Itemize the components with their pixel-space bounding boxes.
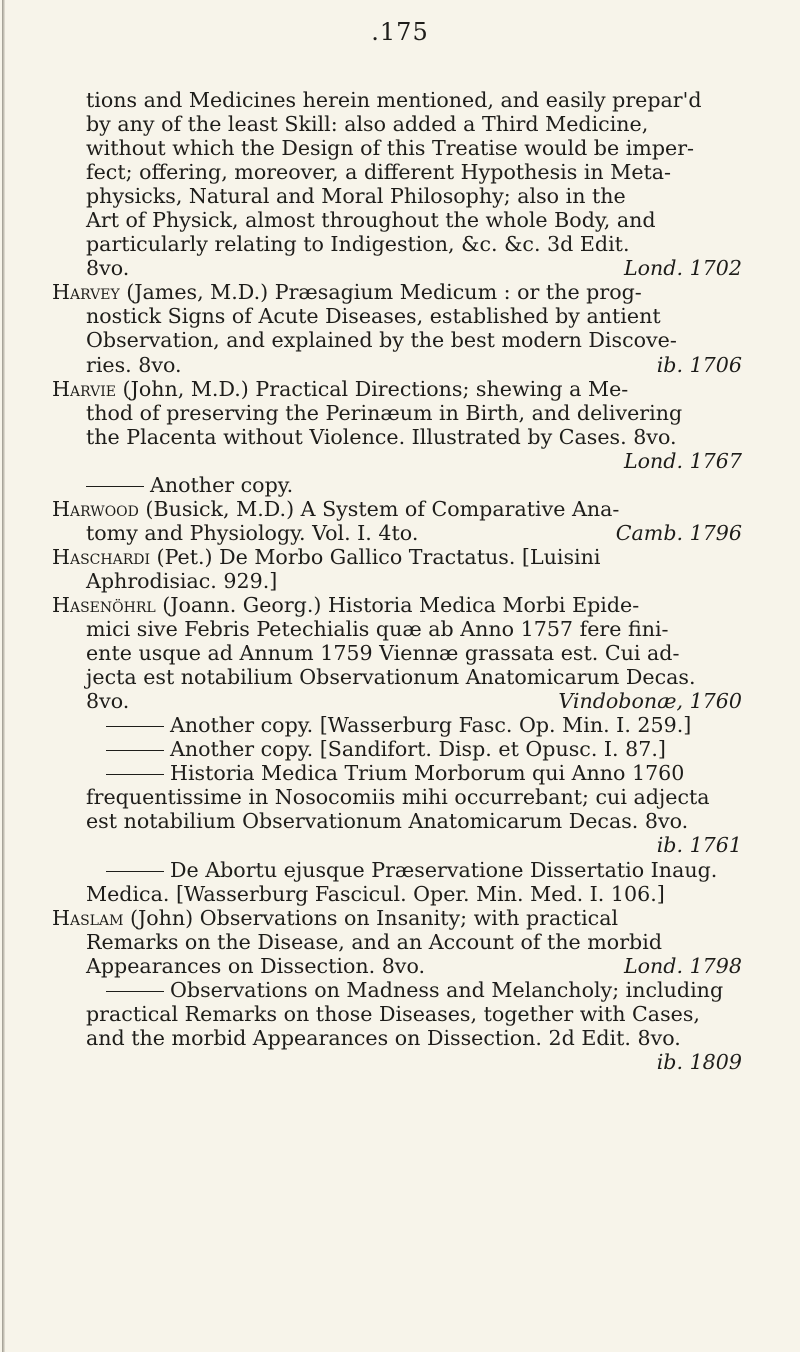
author-name: Harwood xyxy=(52,496,139,521)
text-line: physicks, Natural and Moral Philosophy; also in the xyxy=(86,184,626,209)
text-line: Medica. [Wasserburg Fascicul. Oper. Min. Med. I. 106.] xyxy=(86,881,665,906)
author-name: Hasenöhrl xyxy=(52,592,156,617)
text-line: De Abortu ejusque Præservatione Dissertatio Inaug. xyxy=(52,858,742,882)
text-line: tomy and Physiology. Vol. I. 4to. Camb. 1796 xyxy=(86,520,742,545)
text-line: jecta est notabilium Observationum Anatomicarum Decas. xyxy=(86,665,696,690)
text-line: frequentissime in Nosocomiis mihi occurrebant; cui adjecta xyxy=(86,785,710,810)
imprint: Lond. 1767 xyxy=(623,448,742,473)
imprint-line xyxy=(52,449,742,473)
imprint-line xyxy=(52,833,742,857)
imprint: Lond. 1702 xyxy=(623,256,742,281)
ditto-dash xyxy=(106,774,164,775)
text-line: Another copy. [Sandifort. Disp. et Opusc. I. 87.] xyxy=(52,737,742,761)
text-line: est notabilium Observationum Anatomicarum Decas. 8vo. xyxy=(86,809,689,834)
text-line: 8vo. Vindobonæ, 1760 xyxy=(86,689,742,714)
text-line: mici sive Febris Petechialis quæ ab Anno 1757 fere fini- xyxy=(86,617,669,642)
imprint: Vindobonæ, 1760 xyxy=(558,689,742,714)
text-line: practical Remarks on those Diseases, together with Cases, xyxy=(86,1001,700,1026)
imprint: Lond. 1798 xyxy=(623,953,742,978)
text-line: Another copy. xyxy=(52,473,742,497)
text-line: Observation, and explained by the best modern Discove- xyxy=(86,328,677,353)
text-line: Another copy. [Wasserburg Fasc. Op. Min. I. 259.] xyxy=(52,713,742,737)
entry-heading-line: Haslam (John) Observations on Insanity; with practical xyxy=(52,905,619,930)
text-line: the Placenta without Violence. Illustrated by Cases. 8vo. xyxy=(86,424,677,449)
text-line: nostick Signs of Acute Diseases, established by antient xyxy=(86,304,661,329)
entry-heading-line: Harwood (Busick, M.D.) A System of Comparative Ana- xyxy=(52,496,620,521)
imprint: ib. 1761 xyxy=(656,833,742,858)
text-line: tions and Medicines herein mentioned, and easily prepar'd xyxy=(86,88,702,112)
ditto-dash xyxy=(106,991,164,992)
text-line: ente usque ad Annum 1759 Viennæ grassata est. Cui ad- xyxy=(86,641,680,666)
text-line: Historia Medica Trium Morborum qui Anno 1760 xyxy=(52,761,742,785)
ditto-dash xyxy=(86,486,144,487)
entry-heading-line: Harvie (John, M.D.) Practical Directions; shewing a Me- xyxy=(52,376,629,401)
ditto-dash xyxy=(106,750,164,751)
text-line: by any of the least Skill: also added a Third Medicine, xyxy=(86,112,649,137)
author-name: Haslam xyxy=(52,905,124,930)
text-line: Remarks on the Disease, and an Account of the morbid xyxy=(86,929,663,954)
entry-heading-line: Hasenöhrl (Joann. Georg.) Historia Medica Morbi Epide- xyxy=(52,592,640,617)
text-line: 8vo. Lond. 1702 xyxy=(86,256,742,281)
text-line: fect; offering, moreover, a different Hypothesis in Meta- xyxy=(86,160,672,185)
page-number: .175 xyxy=(371,18,429,46)
text-line: Aphrodisiac. 929.] xyxy=(86,568,278,593)
text-line: and the morbid Appearances on Dissection. 2d Edit. 8vo. xyxy=(86,1025,681,1050)
text-line: particularly relating to Indigestion, &c. &c. 3d Edit. xyxy=(86,232,630,257)
text-line: Appearances on Dissection. 8vo. Lond. 1798 xyxy=(86,953,742,978)
imprint: ib. 1706 xyxy=(656,352,742,377)
imprint: Camb. 1796 xyxy=(615,520,742,545)
text-line: ries. 8vo. ib. 1706 xyxy=(86,352,742,377)
author-name: Harvie xyxy=(52,376,116,401)
imprint: ib. 1809 xyxy=(656,1049,742,1074)
author-name: Harvey xyxy=(52,280,120,305)
text-line: thod of preserving the Perinæum in Birth, and delivering xyxy=(86,400,683,425)
bibliography-text xyxy=(52,88,742,1074)
ditto-dash xyxy=(106,871,164,872)
author-name: Haschardi xyxy=(52,544,150,569)
ditto-dash xyxy=(106,726,164,727)
imprint-line xyxy=(52,1050,742,1074)
text-line: without which the Design of this Treatise would be imper- xyxy=(86,136,694,161)
text-line: Observations on Madness and Melancholy; including xyxy=(52,978,742,1002)
text-line: Art of Physick, almost throughout the whole Body, and xyxy=(86,208,656,233)
entry-heading-line: Haschardi (Pet.) De Morbo Gallico Tractatus. [Luisini xyxy=(52,544,601,569)
entry-heading-line: Harvey (James, M.D.) Præsagium Medicum : or the prog- xyxy=(52,280,642,305)
page-gutter-shadow xyxy=(2,0,5,1352)
